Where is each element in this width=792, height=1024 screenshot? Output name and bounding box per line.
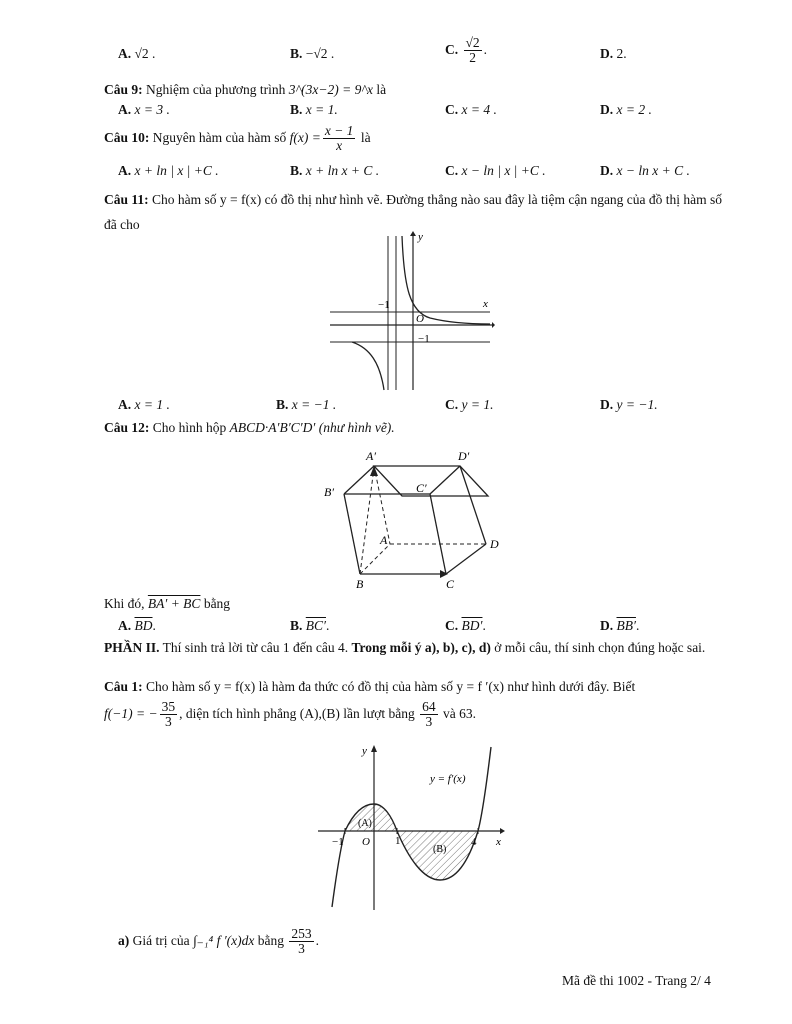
q9-option-b: B. x = 1. (290, 102, 338, 117)
edge-c1-c (430, 494, 446, 574)
q11-graph (330, 228, 495, 393)
vertex-c1: C′ (416, 481, 427, 495)
q9-option-d: D. x = 2 . (600, 102, 652, 117)
page-footer: Mã đề thi 1002 - Trang 2/ 4 (562, 973, 711, 988)
x-axis-arrow-icon (500, 828, 505, 834)
x-axis-arrow-icon (492, 322, 495, 328)
q12-option-c: C. BD′. (445, 618, 486, 633)
vertex-a: A (380, 533, 388, 547)
q11-stem: Câu 11: Cho hàm số y = f(x) có đồ thị như hình vẽ. Đường thẳng nào sau đây là tiệm cận ngang của đồ thị hàm số đã cho (104, 192, 723, 232)
edge-a1-b1 (344, 466, 374, 494)
y-neg1-label: −1 (418, 333, 430, 345)
q10-stem: Câu 10: Nguyên hàm của hàm số f(x) = $\frac{x - 1}{x}$ là (104, 123, 371, 154)
q10-option-c: C. x − ln | x | +C . (445, 163, 546, 178)
q9-option-c: C. x = 4 . (445, 102, 497, 117)
p2q1-graph (318, 742, 508, 912)
tick-neg1-label: −1 (332, 836, 344, 848)
region-a-label: (A) (358, 818, 372, 829)
q9-stem: Câu 9: Nghiệm của phương trình 3^(3x−2) = 9^x là (104, 82, 387, 97)
q12-question: Khi đó, BA′ + BC bằng (104, 596, 231, 611)
graph-branch-right (402, 236, 490, 324)
part2-heading: PHẦN II. Thí sinh trả lời từ câu 1 đến câu 4. Trong mỗi ý a), b), c), d) ở mỗi câu, thí sinh chọn đúng hoặc sai. (104, 640, 706, 655)
tick-1-label: 1 (395, 835, 401, 847)
vertex-a1: A′ (366, 449, 376, 463)
vertex-b: B (356, 577, 364, 591)
region-b-label: (B) (433, 844, 447, 855)
edge-c1-d1 (430, 466, 460, 494)
q11-option-d: D. y = −1. (600, 397, 658, 412)
edge-b1-b (344, 494, 360, 574)
function-label: y = f′(x) (430, 773, 466, 785)
q12-option-d: D. BB′. (600, 618, 640, 633)
q12-option-a: A. $\overline{BD}$. (118, 618, 156, 633)
q8-option-a: A. √2 . (118, 46, 156, 61)
x-label: x (496, 836, 501, 848)
vertex-d: D (490, 537, 499, 551)
y-label: y (418, 231, 423, 243)
tick-4-label: 4 (471, 836, 477, 848)
vertex-b1: B′ (324, 485, 334, 499)
vertex-c: C (446, 577, 455, 591)
q10-option-a: A. x + ln | x | +C . (118, 163, 219, 178)
q12-box-figure (318, 446, 508, 592)
q12-stem: Câu 12: Cho hình hộp ABCD·A′B′C′D′ (như hình vẽ). (104, 420, 395, 435)
y-axis-arrow-icon (371, 745, 377, 752)
q9-option-a: A. x = 3 . (118, 102, 170, 117)
edge-d1-d (460, 466, 486, 544)
q8-option-c: C. $\frac{√2}{2}$ . (445, 35, 488, 66)
q12-option-b: B. BC′. (290, 618, 330, 633)
q11-option-a: A. x = 1 . (118, 397, 170, 412)
q10-option-d: D. x − ln x + C . (600, 163, 690, 178)
p2q1-item-a: a) Giá trị của ∫₋₁⁴ f ′(x)dx bằng $\frac{253}{3}$ . (118, 926, 319, 957)
q10-option-b: B. x + ln x + C . (290, 163, 380, 178)
x-label: x (483, 298, 488, 310)
x-neg1-label: −1 (378, 299, 390, 311)
y-label: y (362, 745, 367, 757)
p2q1-condition: f(−1) = − $\frac{35}{3}$ , diện tích hình phẳng (A),(B) lần lượt bằng $\frac{64}{3}$ và 63. (104, 699, 476, 730)
edge-c-d (446, 544, 486, 574)
edge-b-a (360, 544, 390, 574)
q11-option-c: C. y = 1. (445, 397, 494, 412)
q11-option-b: B. x = −1 . (276, 397, 337, 412)
origin-label: O (362, 836, 370, 848)
y-axis-arrow-icon (410, 231, 416, 236)
top-face (374, 466, 488, 496)
p2q1-stem: Câu 1: Cho hàm số y = f(x) là hàm đa thức có đồ thị của hàm số y = f ′(x) như hình dưới đây. Biết (104, 679, 636, 694)
graph-branch-left (352, 342, 384, 390)
origin-label: O (416, 313, 424, 325)
q8-option-b: B. −√2 . (290, 46, 335, 61)
vector-ba1 (360, 468, 374, 574)
q8-option-d: D. 2. (600, 46, 627, 61)
vector-ba1-arrow-icon (370, 466, 378, 476)
vertex-d1: D′ (458, 449, 470, 463)
